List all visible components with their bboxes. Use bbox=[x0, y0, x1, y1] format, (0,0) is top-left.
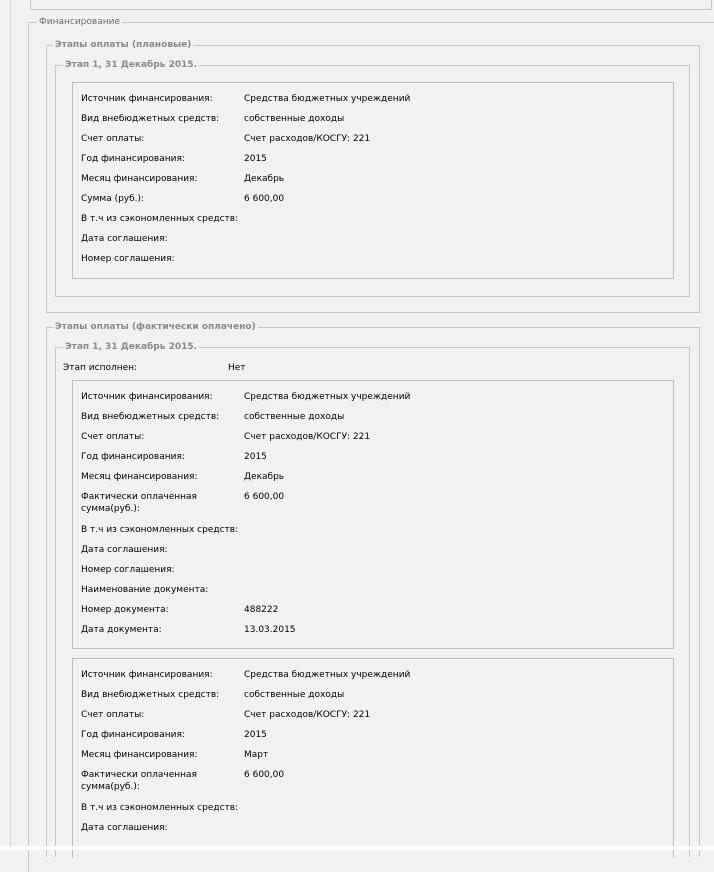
funding-year-value: 2015 bbox=[244, 730, 267, 740]
stage-done-label: Этап исполнен: bbox=[63, 363, 138, 373]
payment-account-value: Счет расходов/КОСГУ: 221 bbox=[244, 432, 371, 442]
saved-funds-label: В т.ч из сэкономленных средств: bbox=[81, 525, 239, 535]
payment-account-label: Счет оплаты: bbox=[81, 432, 145, 442]
extrabudget-type-value: собственные доходы bbox=[244, 412, 345, 422]
funding-source-value: Средства бюджетных учреждений bbox=[244, 94, 411, 104]
funding-source-label: Источник финансирования: bbox=[81, 94, 213, 104]
funding-month-value: Март bbox=[244, 750, 269, 760]
paid-amount-label: Фактически оплаченная сумма(руб.): bbox=[81, 492, 197, 514]
planned-stages-legend: Этапы оплаты (плановые) bbox=[55, 40, 192, 50]
paid-amount-label: Фактически оплаченная сумма(руб.): bbox=[81, 770, 197, 792]
extrabudget-type-label: Вид внебюджетных средств: bbox=[81, 690, 220, 700]
funding-month-label: Месяц финансирования: bbox=[81, 750, 198, 760]
actual-payment-box bbox=[72, 380, 674, 649]
funding-source-value: Средства бюджетных учреждений bbox=[244, 670, 411, 680]
stage-done-value: Нет bbox=[228, 363, 246, 373]
bottom-edge bbox=[0, 846, 714, 850]
agreement-date-label: Дата соглашения: bbox=[81, 545, 168, 555]
document-date-label: Дата документа: bbox=[81, 625, 162, 635]
extrabudget-type-label: Вид внебюджетных средств: bbox=[81, 412, 220, 422]
financing-legend: Финансирование bbox=[39, 17, 120, 27]
document-number-value: 488222 bbox=[244, 605, 279, 615]
paid-amount-value: 6 600,00 bbox=[244, 770, 285, 780]
document-date-value: 13.03.2015 bbox=[244, 625, 296, 635]
actual-stages-legend: Этапы оплаты (фактически оплачено) bbox=[55, 322, 256, 332]
agreement-date-label: Дата соглашения: bbox=[81, 234, 168, 244]
amount-value: 6 600,00 bbox=[244, 194, 285, 204]
actual-stage-title: Этап 1, 31 Декабрь 2015. bbox=[65, 342, 198, 352]
funding-month-label: Месяц финансирования: bbox=[81, 472, 198, 482]
previous-section-panel bbox=[30, 0, 712, 10]
saved-funds-label: В т.ч из сэкономленных средств: bbox=[81, 803, 239, 813]
funding-year-value: 2015 bbox=[244, 154, 267, 164]
funding-year-value: 2015 bbox=[244, 452, 267, 462]
actual-payment-box bbox=[72, 658, 674, 858]
funding-source-label: Источник финансирования: bbox=[81, 392, 213, 402]
document-name-label: Наименование документа: bbox=[81, 585, 209, 595]
payment-account-value: Счет расходов/КОСГУ: 221 bbox=[244, 134, 371, 144]
funding-source-value: Средства бюджетных учреждений bbox=[244, 392, 411, 402]
planned-details-box bbox=[72, 82, 674, 279]
planned-stage-title: Этап 1, 31 Декабрь 2015. bbox=[65, 60, 198, 70]
funding-source-label: Источник финансирования: bbox=[81, 670, 213, 680]
payment-account-label: Счет оплаты: bbox=[81, 134, 145, 144]
funding-month-value: Декабрь bbox=[244, 174, 285, 184]
extrabudget-type-value: собственные доходы bbox=[244, 690, 345, 700]
agreement-number-label: Номер соглашения: bbox=[81, 254, 175, 264]
saved-funds-label: В т.ч из сэкономленных средств: bbox=[81, 214, 239, 224]
funding-month-value: Декабрь bbox=[244, 472, 285, 482]
paid-amount-value: 6 600,00 bbox=[244, 492, 285, 502]
payment-account-value: Счет расходов/КОСГУ: 221 bbox=[244, 710, 371, 720]
agreement-number-label: Номер соглашения: bbox=[81, 565, 175, 575]
extrabudget-type-label: Вид внебюджетных средств: bbox=[81, 114, 220, 124]
extrabudget-type-value: собственные доходы bbox=[244, 114, 345, 124]
agreement-date-label: Дата соглашения: bbox=[81, 823, 168, 833]
funding-year-label: Год финансирования: bbox=[81, 452, 185, 462]
amount-label: Сумма (руб.): bbox=[81, 194, 145, 204]
page-left-border bbox=[10, 0, 11, 846]
funding-year-label: Год финансирования: bbox=[81, 730, 185, 740]
funding-month-label: Месяц финансирования: bbox=[81, 174, 198, 184]
document-number-label: Номер документа: bbox=[81, 605, 169, 615]
payment-account-label: Счет оплаты: bbox=[81, 710, 145, 720]
funding-year-label: Год финансирования: bbox=[81, 154, 185, 164]
